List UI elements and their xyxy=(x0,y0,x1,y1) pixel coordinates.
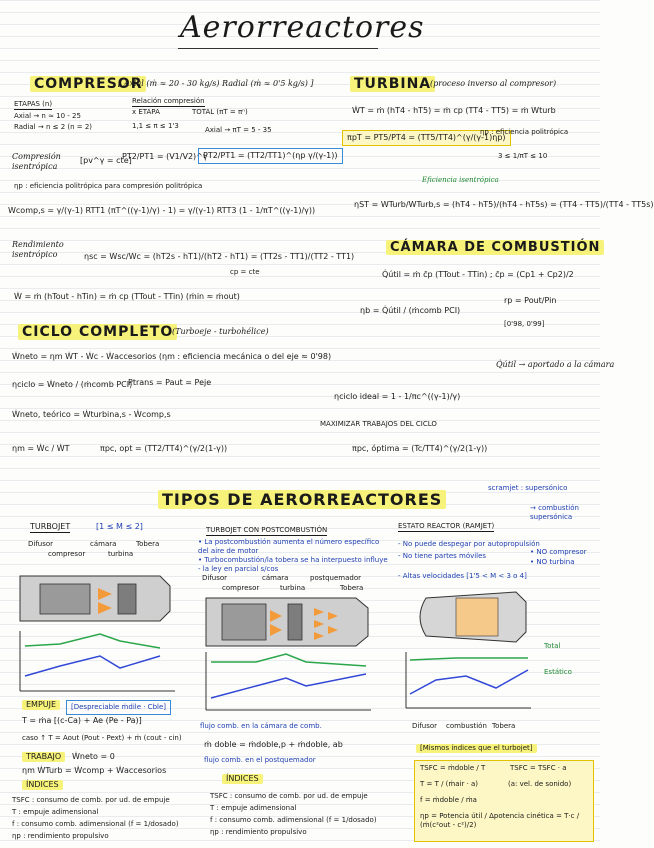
compresor-types: [ Axial (ṁ ≈ 20 - 30 kg/s) Radial (ṁ ≈ 0'5 kg/s) ] xyxy=(118,79,314,88)
tj-caso: caso ↑ T = Aout (Pout - Pext) + ṁ (cout - cin) xyxy=(22,734,182,742)
ciclo-heading: CICLO COMPLETO xyxy=(18,324,177,340)
postcomb-diagram xyxy=(196,590,376,716)
ciclo-pi-opt: πpc, opt = (TT2/TT4)^(γ/2(1-γ)) xyxy=(100,444,228,453)
rj-combustion-zone xyxy=(456,598,498,636)
rend-eq: ηsc = Wsc/Wc = (hT2s - hT1)/(hT2 - hT1) = (TT2s - TT1)/(TT2 - TT1) xyxy=(84,252,355,261)
rj-part-difusor: Difusor xyxy=(412,722,438,730)
tj-eta-m: ηm ẆTurb = Ẇcomp + Ẇaccesorios xyxy=(22,766,167,775)
pc-flujo2: flujo comb. en el postquemador xyxy=(204,756,316,764)
tj-empuje-note: [Despreciable ṁdile · Cble] xyxy=(66,700,171,715)
ciclo-ptrans: Ptrans = Paut = Peje xyxy=(128,378,212,387)
pc-total-line xyxy=(211,654,366,666)
rj-eta-eq: ηp = Potencia útil / Δpotencia cinética = T·c / (ṁ(c²out - c²)/2) xyxy=(420,812,580,829)
rj-b3: - Altas velocidades [1'5 < M < 3 o 4] xyxy=(398,572,527,580)
pc-part-turbina: turbina xyxy=(280,584,306,592)
rj-t-eq: T = T / (ṁair · a) xyxy=(420,780,479,788)
pc-tsfc-eta: ηp : rendimiento propulsivo xyxy=(210,828,307,836)
tj-part-difusor: Difusor xyxy=(28,540,54,548)
title-underline xyxy=(178,48,378,49)
pc-part-tobera: Tobera xyxy=(340,584,364,592)
rj-b2a: • NO compresor xyxy=(530,548,587,556)
rj-total-line xyxy=(410,658,528,660)
rj-part-tobera: Tobera xyxy=(492,722,516,730)
camara-eta-b: ηb = Q̇útil / (ṁcomb PCI) xyxy=(360,306,461,315)
pc-indices-label: ÍNDICES xyxy=(222,774,263,784)
pc-mdot: ṁ doble = ṁdoble,p + ṁdoble, ab xyxy=(204,740,343,749)
tj-empuje-label: EMPUJE xyxy=(22,700,60,710)
tj-static-line xyxy=(25,656,160,676)
rj-b2b: • NO turbina xyxy=(530,558,575,566)
ciclo-sub: (Turboeje - turbohélice) xyxy=(172,327,269,336)
turbina-efic-label: Eficiencia isentrópica xyxy=(422,176,499,184)
pc-part-camara: cámara xyxy=(262,574,289,582)
wcomp-eq: Wcomp,s = γ/(γ-1) RTT1 (πT^((γ-1)/γ) - 1) = γ/(γ-1) RTT3 (1 - 1/πT^((γ-1)/γ)) xyxy=(8,206,316,215)
page-title: Aerorreactores xyxy=(180,10,425,45)
tj-compressor-section xyxy=(40,584,90,614)
ciclo-eta-m: ηm = Ẇc / ẆT xyxy=(12,444,70,453)
tj-tsfc: TSFC : consumo de comb. por ud. de empuje xyxy=(12,796,170,804)
pc-tsfc: TSFC : consumo de comb. por ud. de empuje xyxy=(210,792,368,800)
camara-rp: rp = Pout/Pin xyxy=(504,296,557,305)
ciclo-wneto: Ẇneto = ηm ẆT - Ẇc - Ẇaccesorios (ηm : eficiencia mecánica o del eje ≈ 0'98) xyxy=(12,352,332,361)
eta-p-desc: ηp : eficiencia politrópica para compresión politrópica xyxy=(14,182,203,190)
pi-eq-box: πpT = PT5/PT4 = (TT5/TT4)^(γ/(γ-1)ηp) xyxy=(342,130,511,146)
rj-static-line xyxy=(410,670,528,694)
isen-eq: PT2/PT1 = (V1/V2)^γ xyxy=(122,152,208,161)
rj-mismos: [Mismos índices que el turbojet] xyxy=(416,744,537,753)
cp-cte: cp = cte xyxy=(230,268,260,276)
pc-part-postquemador: postquemador xyxy=(310,574,362,582)
pc-note1: • La postcombustión aumenta el número específico del aire de motor xyxy=(198,538,380,555)
etapas-axial: Axial → n ≈ 10 - 25 xyxy=(14,112,81,120)
range-etapa: 1,1 ≤ π ≤ 1'3 xyxy=(132,122,179,130)
pc-flujo1: flujo comb. en la cámara de comb. xyxy=(200,722,322,730)
camara-rp-range: [0'98, 0'99] xyxy=(504,320,545,328)
ciclo-pi-optima: πpc, óptima = (Tc/TT4)^(γ/2(1-γ)) xyxy=(352,444,488,453)
tj-part-tobera: Tobera xyxy=(136,540,160,548)
tj-part-compresor: compresor xyxy=(48,550,86,558)
tj-tsfc-t: T : empuje adimensional xyxy=(12,808,99,816)
tj-trabajo-label: TRABAJO xyxy=(22,752,65,762)
rj-note-top: scramjet : supersónico xyxy=(488,484,568,492)
camara-q-eq: Q̇útil = ṁ c̄p (TTout - TTin) ; c̄p = (Cp1 + Cp2)/2 xyxy=(382,270,574,279)
rend-label: Rendimiento isentrópico xyxy=(12,240,64,259)
rj-tsfc1: TSFC = ṁdoble / T xyxy=(420,764,486,772)
turbina-range: 3 ≤ 1/πT ≤ 10 xyxy=(498,152,548,160)
rj-estatico: Estático xyxy=(544,668,572,676)
ramjet-diagram xyxy=(396,584,536,714)
pc-static-line xyxy=(211,674,366,698)
tj-empuje-eq: T = ṁa [(c-Ca) + Ae (Pe - Pa)] xyxy=(22,716,142,725)
wt-eq: ẆT = ṁ (hT4 - hT5) = ṁ cp (TT4 - TT5) = ṁ Wturb xyxy=(352,106,556,115)
turbina-sub: (proceso inverso al compresor) xyxy=(430,79,557,88)
pc-tsfc-f: f : consumo comb. adimensional (f = 1/dosado) xyxy=(210,816,377,824)
isen-eq2-box: PT2/PT1 = (TT2/TT1)^(ηp γ/(γ-1)) xyxy=(198,148,343,164)
compresor-heading: COMPRESOR xyxy=(30,76,146,92)
pv-const: [pv^γ = cte] xyxy=(80,156,132,165)
total-ratio: TOTAL (πT = πⁿ) xyxy=(192,108,248,116)
mass-eq: Ẇ = ṁ (hTout - hTin) = ṁ cp (TTout - TTin) (ṁin ≈ ṁout) xyxy=(14,292,240,301)
turbina-heading: TURBINA xyxy=(350,76,435,92)
rj-total: Total xyxy=(544,642,561,650)
ciclo-maximizar: MAXIMIZAR TRABAJOS DEL CICLO xyxy=(320,420,437,428)
turbina-efic-eq: ηST = WTurb/WTurb,s = (hT4 - hT5)/(hT4 - hT5s) = (TT4 - TT5)/(TT4 - TT5s) xyxy=(354,200,654,209)
rj-part-combustion: combustión xyxy=(446,722,487,730)
turbojet-diagram xyxy=(10,556,180,696)
pc-tsfc-t: T : empuje adimensional xyxy=(210,804,297,812)
rj-label: ESTATO REACTOR (RAMJET) xyxy=(398,522,495,530)
rj-t-note: (a: vel. de sonido) xyxy=(508,780,572,788)
compresion-label: Compresión isentrópica xyxy=(12,152,61,171)
tj-total-line xyxy=(25,634,160,648)
relacion-label: Relación compresión xyxy=(132,97,205,105)
ciclo-wneto-teor: Ẇneto, teórico = Ẇturbina,s - Ẇcomp,s xyxy=(12,410,171,419)
x-etapa: x ETAPA xyxy=(132,108,160,116)
pc-label: TURBOJET CON POSTCOMBUSTIÓN xyxy=(206,526,328,534)
ciclo-eta: ηciclo = Ẇneto / (ṁcomb PCI) xyxy=(12,380,133,389)
turbojet-label: TURBOJET xyxy=(30,522,71,531)
tj-part-camara: cámara xyxy=(90,540,117,548)
pc-part-difusor: Difusor xyxy=(202,574,228,582)
rj-f-eq: f = ṁdoble / ṁa xyxy=(420,796,477,804)
turbojet-range: [1 ≤ M ≤ 2] xyxy=(96,522,143,531)
ciclo-eta-ideal: ηciclo ideal = 1 - 1/πc^((γ-1)/γ) xyxy=(334,392,461,401)
tj-trabajo-eq: Ẇneto = 0 xyxy=(72,752,115,761)
etapas-radial: Radial → n ≤ 2 (n = 2) xyxy=(14,123,93,131)
camara-heading: CÁMARA DE COMBUSTIÓN xyxy=(386,240,604,255)
rj-note-side: → combustión supersónica xyxy=(530,504,579,521)
tj-indices-label: ÍNDICES xyxy=(22,780,63,790)
pc-note2: • Turbocombustión/la tobera se ha interpuesto influye - la ley en parcial s/cos xyxy=(198,556,388,573)
rj-b2: - No tiene partes móviles xyxy=(398,552,487,560)
rj-tsfc2: TSFC = TSFC · a xyxy=(510,764,567,772)
tj-tsfc-eta: ηp : rendimiento propulsivo xyxy=(12,832,109,840)
pc-part-compresor: compresor xyxy=(222,584,260,592)
etapas-label: ETAPAS (n) xyxy=(14,100,53,108)
turbina-eta-p: ηp : eficiencia politrópica xyxy=(480,128,569,136)
tj-tsfc-f: f : consumo comb. adimensional (f = 1/dosado) xyxy=(12,820,179,828)
tj-part-turbina: turbina xyxy=(108,550,134,558)
rj-b1: - No puede despegar por autopropulsión xyxy=(398,540,540,548)
axial-range: Axial → πT = 5 - 35 xyxy=(205,126,272,134)
tipos-heading: TIPOS DE AERORREACTORES xyxy=(158,490,446,509)
camara-q-note: Q̇útil → aportado a la cámara xyxy=(496,360,615,369)
